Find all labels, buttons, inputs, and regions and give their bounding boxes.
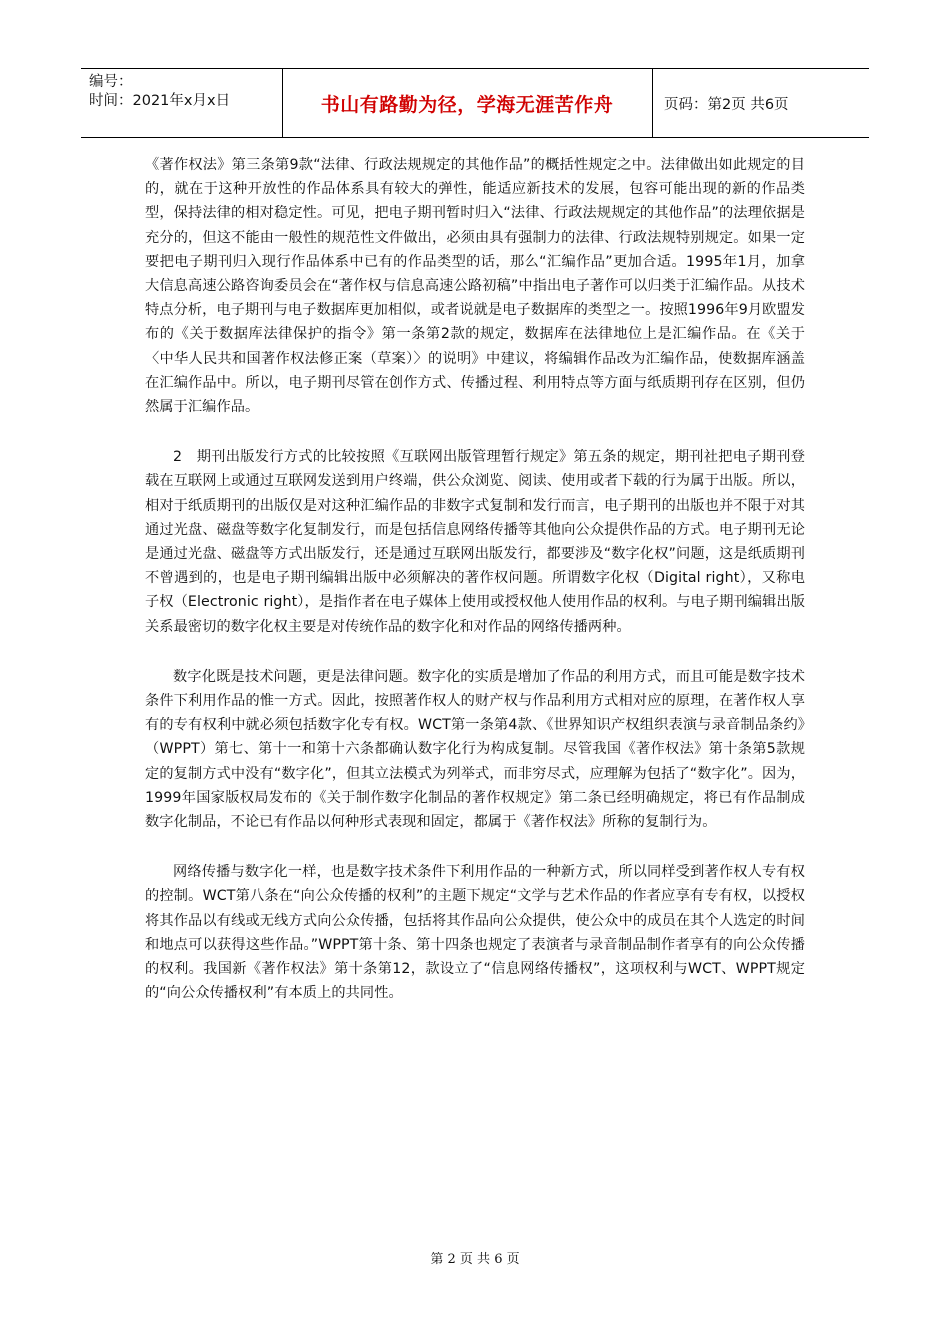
body-paragraph-2: 2 期刊出版发行方式的比较按照《互联网出版管理暂行规定》第五条的规定，期刊社把电子期刊登载在互联网上或通过互联网发送到用户终端，供公众浏览、阅读、使用或者下载的行为属于出版。所以，相对于纸质期刊的出版仅是对这种汇编作品的非数字式复制和发行而言，电子期刊的出版也并不限于对其通过光盘、磁盘等数字化复制发行，而是包括信息网络传播等其他向公众提供作品的方式。电子期刊无论是通过光盘、磁盘等方式出版发行，还是通过互联网出版发行，都要涉及“数字化权”问题，这是纸质期刊不曾遇到的，也是电子期刊编辑出版中必须解决的著作权问题。所谓数字化权（Digital right），又称电子权（Electronic right），是指作者在电子媒体上使用或授权他人使用作品的权利。与电子期刊编辑出版关系最密切的数字化权主要是对传统作品的数字化和对作品的网络传播两种。 [145,449,805,635]
header-meta [89,73,230,111]
header-divider [652,69,653,137]
header-table [81,68,869,138]
body-paragraph-3: 数字化既是技术问题，更是法律问题。数字化的实质是增加了作品的利用方式，而且可能是数字技术条件下利用作品的惟一方式。因此，按照著作权人的财产权与作品利用方式相对应的原理，在著作权人享有的专有权利中就必须包括数字化专有权。WCT第一条第4款、《世界知识产权组织表演与录音制品条约》（WPPT）第七、第十一和第十六条都确认数字化行为构成复制。尽管我国《著作权法》第十条第5款规定的复制方式中没有“数字化”，但其立法模式为列举式，而非穷尽式，应理解为包括了“数字化”。因为，1999年国家版权局发布的《关于制作数字化制品的著作权规定》第二条已经明确规定，将已有作品制成数字化制品，不论已有作品以何种形式表现和固定，都属于《著作权法》所称的复制行为。 [145,668,805,831]
document-date: 时间：2021年x月x日 [89,93,231,109]
page-footer: 第 2 页 共 6 页 [430,1252,520,1267]
document-number-label: 编号： [89,74,133,90]
header-page-number: 页码：第2页 共6页 [664,96,789,113]
body-paragraph-4: 网络传播与数字化一样，也是数字技术条件下利用作品的一种新方式，所以同样受到著作权人专有权的控制。WCT第八条在“向公众传播的权利”的主题下规定“文学与艺术作品的作者应享有专有权，以授权将其作品以有线或无线方式向公众传播，包括将其作品向公众提供，使公众中的成员在其个人选定的时间和地点可以获得这些作品。”WPPT第十条、第十四条也规定了表演者与录音制品制作者享有的向公众传播的权利。我国新《著作权法》第十条第12，款设立了“信息网络传播权”，这项权利与WCT、WPPT规定的“向公众传播权利”有本质上的共同性。 [145,864,805,1002]
header-motto: 书山有路勤为径，学海无涯苦作舟 [320,93,614,116]
body-paragraph-1: 《著作权法》第三条第9款“法律、行政法规规定的其他作品”的概括性规定之中。法律做出如此规定的目的，就在于这种开放性的作品体系具有较大的弹性，能适应新技术的发展，包容可能出现的新的作品类型，保持法律的相对稳定性。可见，把电子期刊暂时归入“法律、行政法规规定的其他作品”的法理依据是充分的，但这不能由一般性的规范性文件做出，必须由具有强制力的法律、行政法规特别规定。如果一定要把电子期刊归入现行作品体系中已有的作品类型的话，那么“汇编作品”更加合适。1995年1月，加拿大信息高速公路咨询委员会在“著作权与信息高速公路初稿”中指出电子著作可以归类于汇编作品。从技术特点分析，电子期刊与电子数据库更加相似，或者说就是电子数据库的类型之一。按照1996年9月欧盟发布的《关于数据库法律保护的指令》第一条第2款的规定，数据库在法律地位上是汇编作品。在《关于〈中华人民共和国著作权法修正案（草案）〉的说明》中建议，将编辑作品改为汇编作品，使数据库涵盖在汇编作品中。所以，电子期刊尽管在创作方式、传播过程、利用特点等方面与纸质期刊存在区别，但仍然属于汇编作品。 [145,157,805,416]
document-body [145,153,805,1032]
